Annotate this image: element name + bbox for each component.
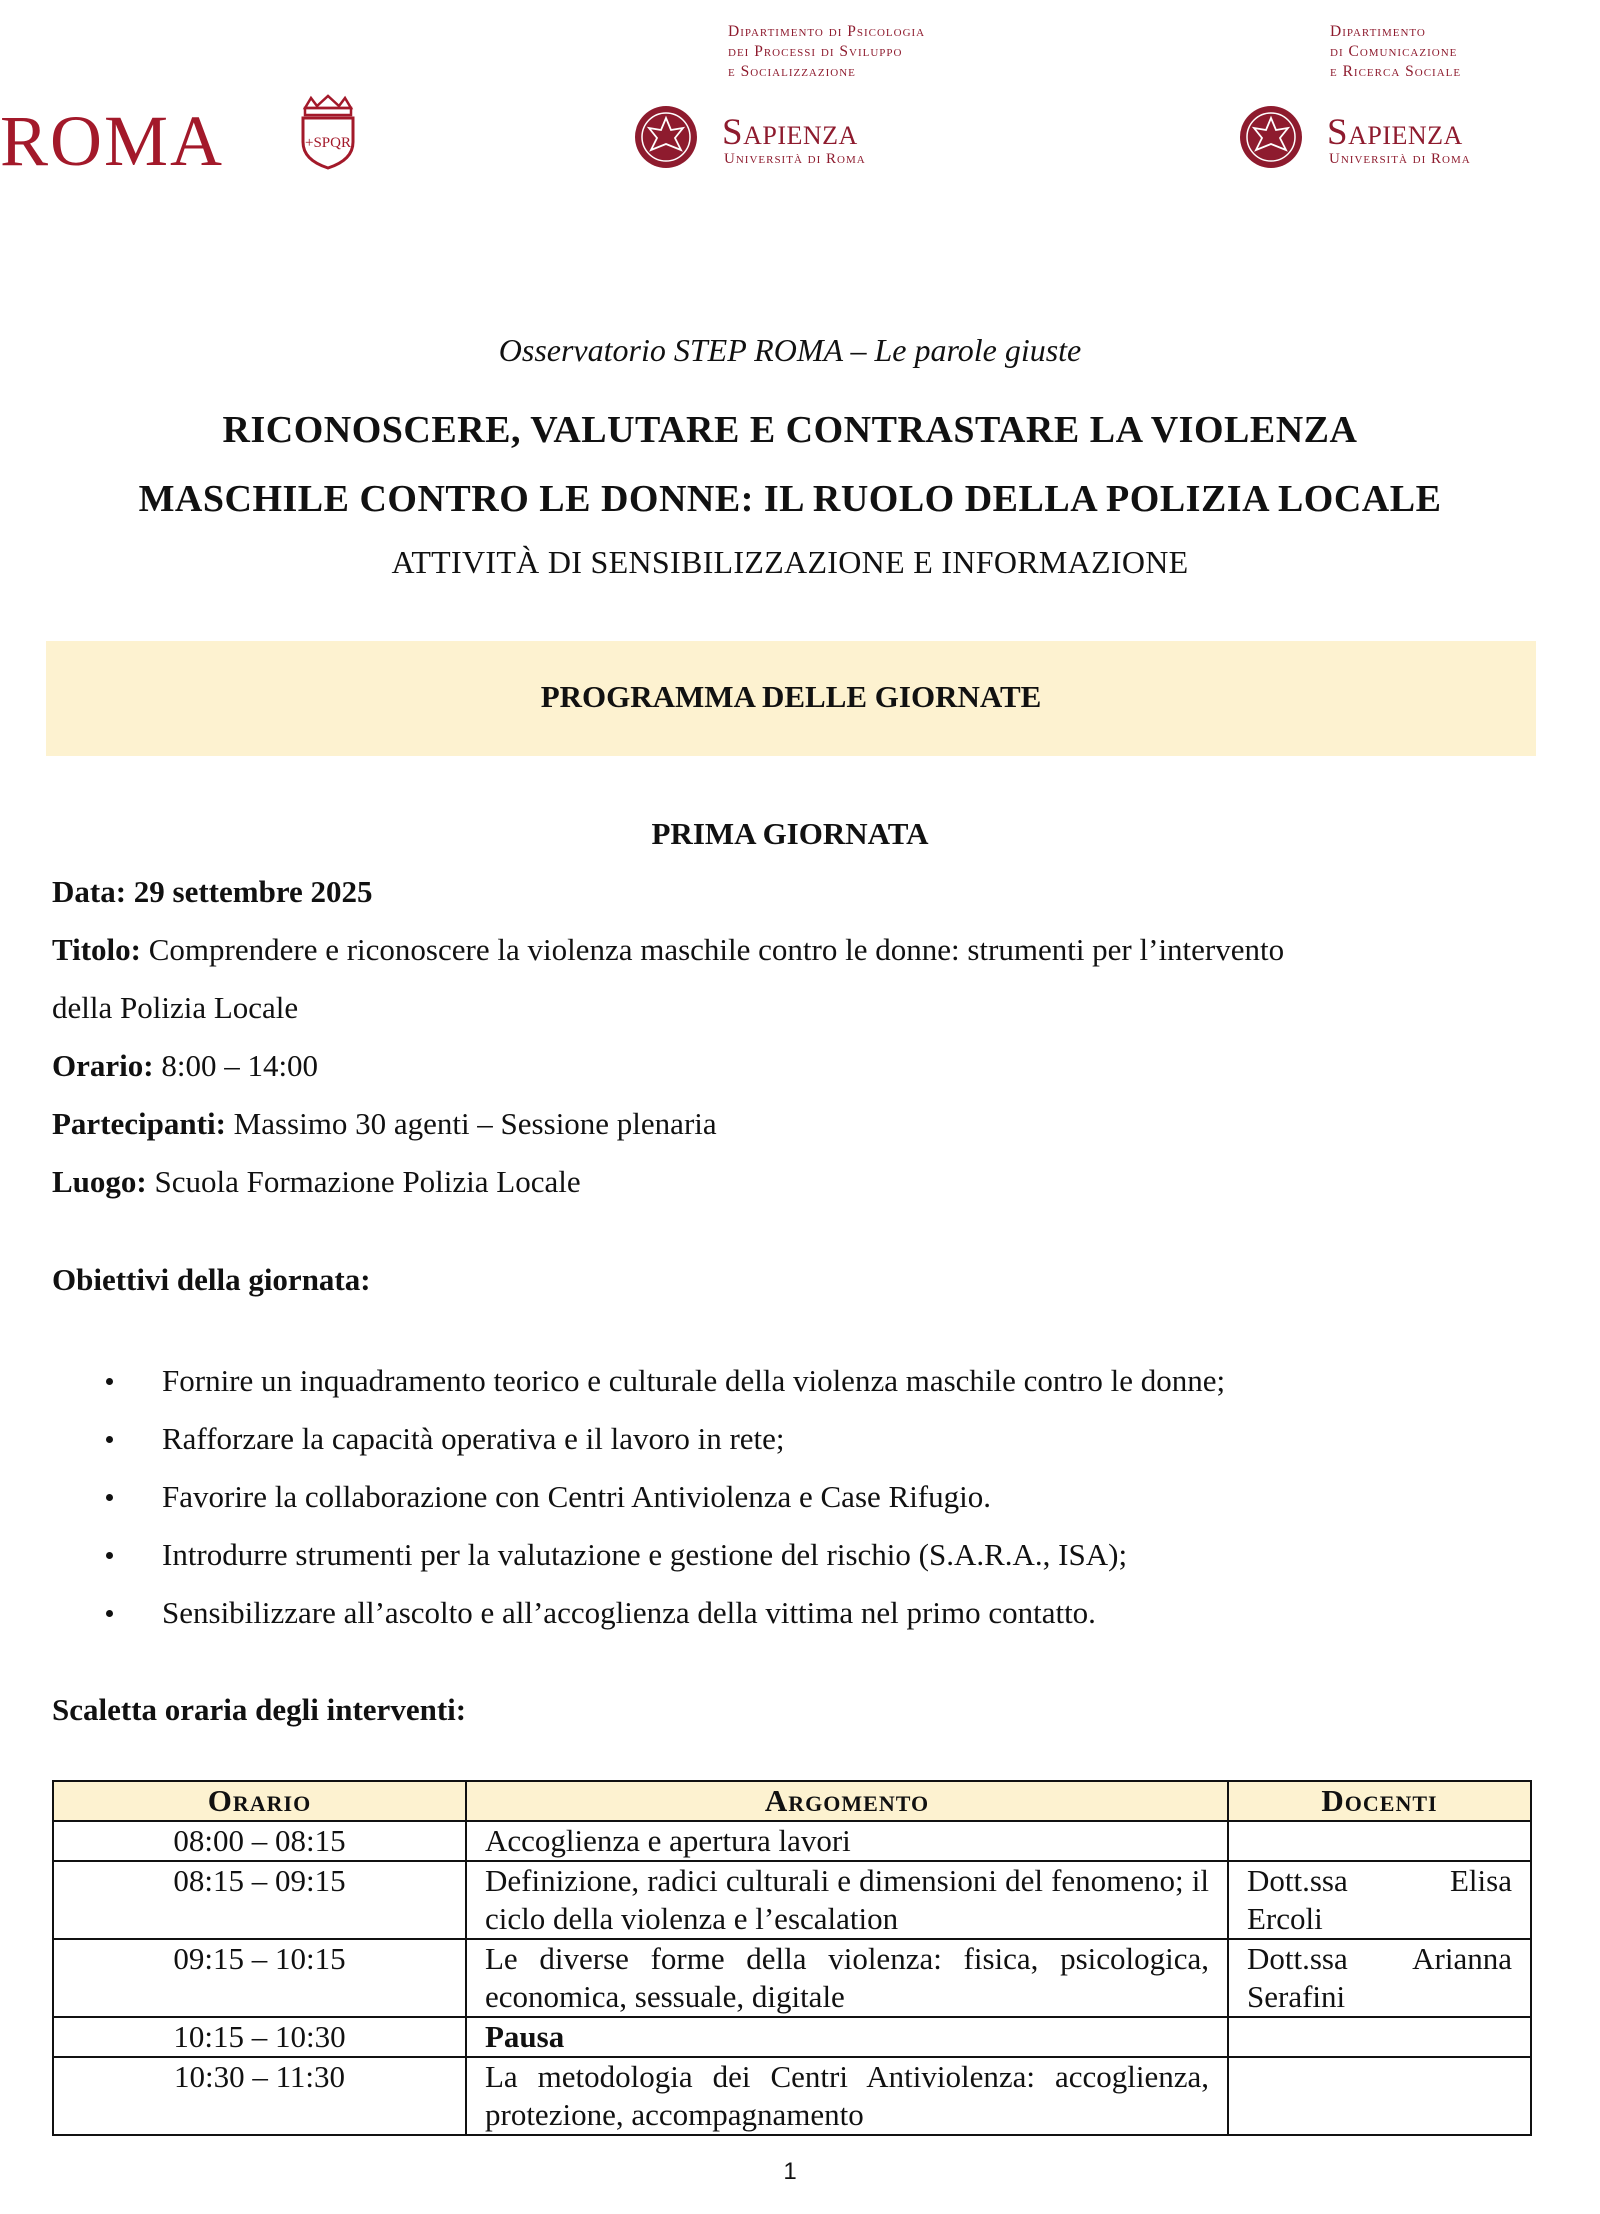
row-time: 08:00 – 08:15 — [53, 1821, 466, 1861]
row-topic: La metodologia dei Centri Antiviolenza: accoglienza, protezione, accompagnamento — [466, 2057, 1228, 2135]
table-row — [53, 1939, 1531, 2017]
row-teacher — [1228, 1821, 1531, 1861]
sapienza-seal-icon-2 — [1238, 104, 1304, 170]
list-item: Introdurre strumenti per la valutazione e gestione del rischio (S.A.R.A., ISA); — [52, 1526, 1552, 1584]
dept1-line3: e Socializzazione — [728, 63, 856, 80]
activity-subtitle: ATTIVITÀ DI SENSIBILIZZAZIONE E INFORMAZIONE — [391, 544, 1189, 580]
roma-crest-icon — [297, 94, 359, 170]
main-title-line1: RICONOSCERE, VALUTARE E CONTRASTARE LA VIOLENZA — [222, 409, 1358, 451]
participants-label: Partecipanti: — [52, 1106, 226, 1141]
sapienza-sub-1: Università di Roma — [724, 151, 866, 167]
list-item: Fornire un inquadramento teorico e culturale della violenza maschile contro le donne; — [52, 1352, 1552, 1410]
bullet-icon — [106, 1494, 113, 1501]
table-header-row — [53, 1781, 1531, 1821]
column-header-teachers: Docenti — [1228, 1781, 1531, 1821]
row-topic: Definizione, radici culturali e dimensioni del fenomeno; il ciclo della violenza e l’escalation — [466, 1861, 1228, 1939]
schedule-heading: Scaletta oraria degli interventi: — [52, 1692, 467, 1727]
time-label: Orario: — [52, 1048, 154, 1083]
table-row — [53, 2057, 1531, 2135]
row-topic: Pausa — [466, 2017, 1228, 2057]
title-value-line2: della Polizia Locale — [52, 990, 299, 1025]
observatory-subtitle: Osservatorio STEP ROMA – Le parole giuste — [498, 332, 1082, 368]
list-item: Rafforzare la capacità operativa e il lavoro in rete; — [52, 1410, 1552, 1468]
sapienza-name-1: Sapienza — [722, 112, 858, 153]
roma-logo-text: ROMA — [0, 101, 225, 181]
dept1-line1: Dipartimento di Psicologia — [728, 23, 926, 40]
sapienza-seal-icon — [633, 104, 699, 170]
row-topic: Accoglienza e apertura lavori — [466, 1821, 1228, 1861]
date-label: Data: 29 settembre 2025 — [52, 874, 373, 909]
info-block — [52, 863, 1552, 1211]
row-teacher — [1228, 2017, 1531, 2057]
row-time: 08:15 – 09:15 — [53, 1861, 466, 1939]
dept2-line3: e Ricerca Sociale — [1330, 63, 1462, 80]
page-number: 1 — [783, 2158, 797, 2185]
column-header-topic: Argomento — [466, 1781, 1228, 1821]
table-row — [53, 2017, 1531, 2057]
list-item: Sensibilizzare all’ascolto e all’accoglienza della vittima nel primo contatto. — [52, 1584, 1552, 1642]
row-teacher: Dott.ssa Arianna Serafini — [1228, 1939, 1531, 2017]
participants-value: Massimo 30 agenti – Sessione plenaria — [225, 1106, 717, 1141]
schedule-table — [52, 1780, 1532, 2136]
row-time: 09:15 – 10:15 — [53, 1939, 466, 2017]
time-value: 8:00 – 14:00 — [153, 1048, 319, 1083]
row-time: 10:30 – 11:30 — [53, 2057, 466, 2135]
title-label: Titolo: — [52, 932, 141, 967]
svg-text:+SPQR: +SPQR — [305, 135, 351, 151]
bullet-icon — [106, 1436, 113, 1443]
objectives-list — [52, 1352, 1552, 1642]
bullet-icon — [106, 1552, 113, 1559]
row-topic: Le diverse forme della violenza: fisica, psicologica, economica, sessuale, digitale — [466, 1939, 1228, 2017]
title-value-line1: Comprendere e riconoscere la violenza maschile contro le donne: strumenti per l’intervento — [141, 932, 1285, 967]
day-title: PRIMA GIORNATA — [651, 816, 929, 851]
dept2-line2: di Comunicazione — [1330, 43, 1458, 60]
table-row — [53, 1821, 1531, 1861]
table-row — [53, 1861, 1531, 1939]
place-value: Scuola Formazione Polizia Locale — [146, 1164, 581, 1199]
main-title-line2: MASCHILE CONTRO LE DONNE: IL RUOLO DELLA POLIZIA LOCALE — [138, 478, 1442, 520]
dept1-line2: dei Processi di Sviluppo — [728, 43, 903, 60]
bullet-icon — [106, 1610, 113, 1617]
program-title: PROGRAMMA DELLE GIORNATE — [540, 679, 1042, 714]
row-teacher: Dott.ssa Elisa Ercoli — [1228, 1861, 1531, 1939]
objectives-heading: Obiettivi della giornata: — [52, 1262, 371, 1297]
row-teacher — [1228, 2057, 1531, 2135]
sapienza-sub-2: Università di Roma — [1329, 151, 1471, 167]
place-label: Luogo: — [52, 1164, 147, 1199]
dept2-line1: Dipartimento — [1330, 23, 1426, 40]
program-banner — [46, 641, 1536, 756]
list-item: Favorire la collaborazione con Centri Antiviolenza e Case Rifugio. — [52, 1468, 1552, 1526]
row-time: 10:15 – 10:30 — [53, 2017, 466, 2057]
column-header-time: Orario — [53, 1781, 466, 1821]
sapienza-name-2: Sapienza — [1327, 112, 1463, 153]
bullet-icon — [106, 1378, 113, 1385]
